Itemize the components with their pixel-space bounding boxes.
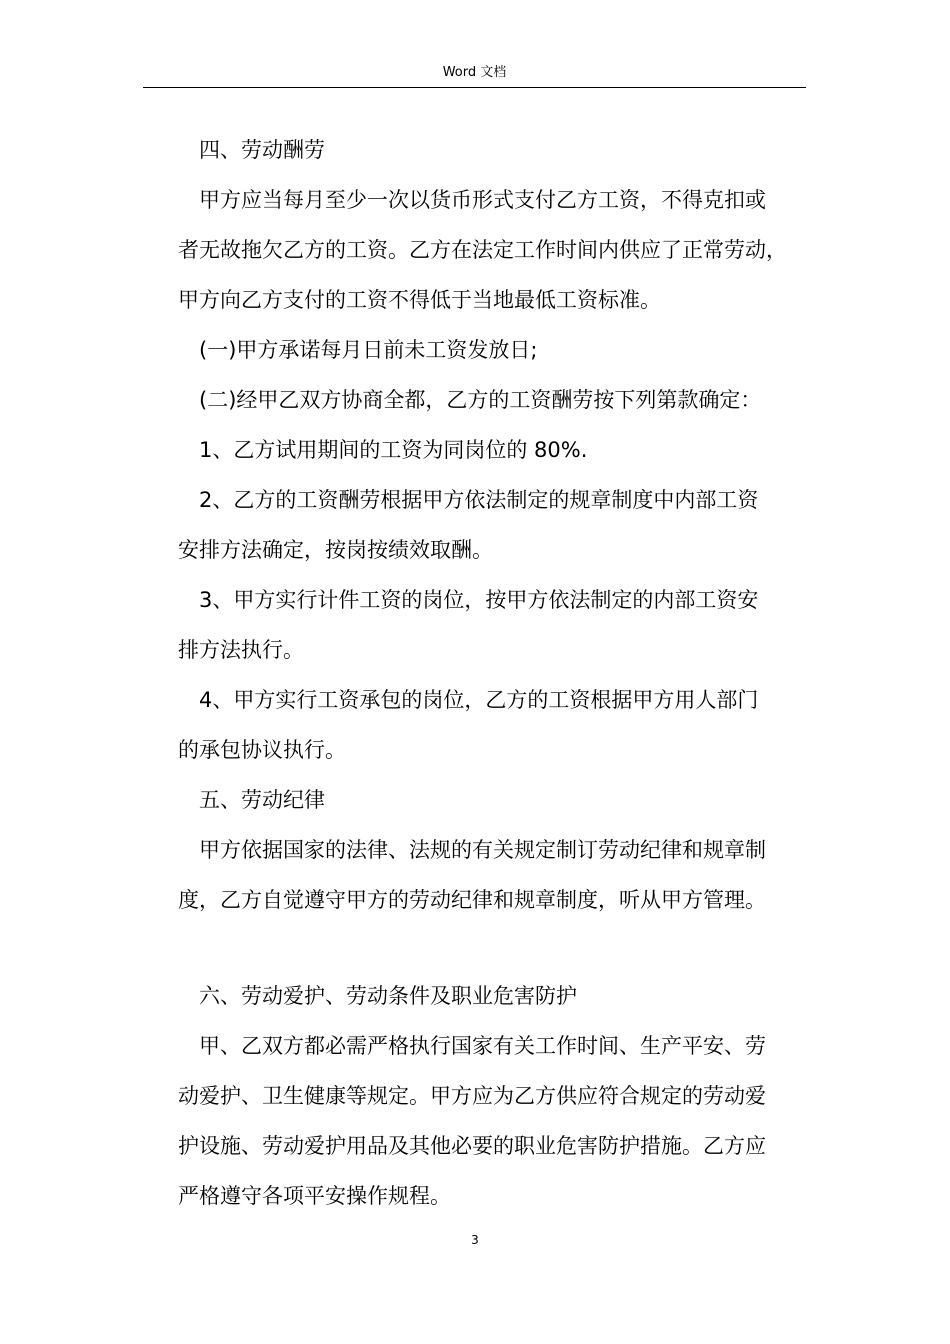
paragraph-wage-payment: 甲方应当每月至少一次以货币形式支付乙方工资，不得克扣或 者无故拖欠乙方的工资。乙方在法定工作时间内供应了正常劳动， 甲方向乙方支付的工资不得低于当地最低工资标准。 (178, 188, 787, 312)
header-divider (143, 87, 806, 88)
paragraph-protection: 甲、乙双方都必需严格执行国家有关工作时间、生产平安、劳 动爱护、卫生健康等规定。甲方应为乙方供应符合规定的劳动爱 护设施、劳动爱护用品及其他必要的职业危害防护措施。乙方应 严格遵守各项平安操作规程。 (178, 1034, 766, 1208)
paragraph-clause-4: 4、甲方实行工资承包的岗位，乙方的工资根据甲方用人部门 的承包协议执行。 (178, 688, 759, 762)
section-heading-discipline: 五、劳动纪律 (199, 788, 325, 812)
paragraph-item-2: (二)经甲乙双方协商全都，乙方的工资酬劳按下列第款确定： (199, 388, 762, 412)
section-heading-protection: 六、劳动爱护、劳动条件及职业危害防护 (199, 984, 577, 1008)
section-heading-remuneration: 四、劳动酬劳 (199, 138, 325, 162)
paragraph-clause-1: 1、乙方试用期间的工资为同岗位的 80%. (199, 438, 588, 462)
paragraph-item-1: (一)甲方承诺每月日前未工资发放日; (199, 338, 538, 362)
paragraph-clause-2: 2、乙方的工资酬劳根据甲方依法制定的规章制度中内部工资 安排方法确定，按岗按绩效取酬。 (178, 488, 759, 562)
page-number: 3 (471, 1233, 479, 1247)
paragraph-clause-3: 3、甲方实行计件工资的岗位，按甲方依法制定的内部工资安 排方法执行。 (178, 588, 759, 662)
paragraph-discipline: 甲方依据国家的法律、法规的有关规定制订劳动纪律和规章制 度，乙方自觉遵守甲方的劳动纪律和规章制度，听从甲方管理。 (178, 838, 766, 912)
page-header: Word 文档 (442, 65, 507, 80)
